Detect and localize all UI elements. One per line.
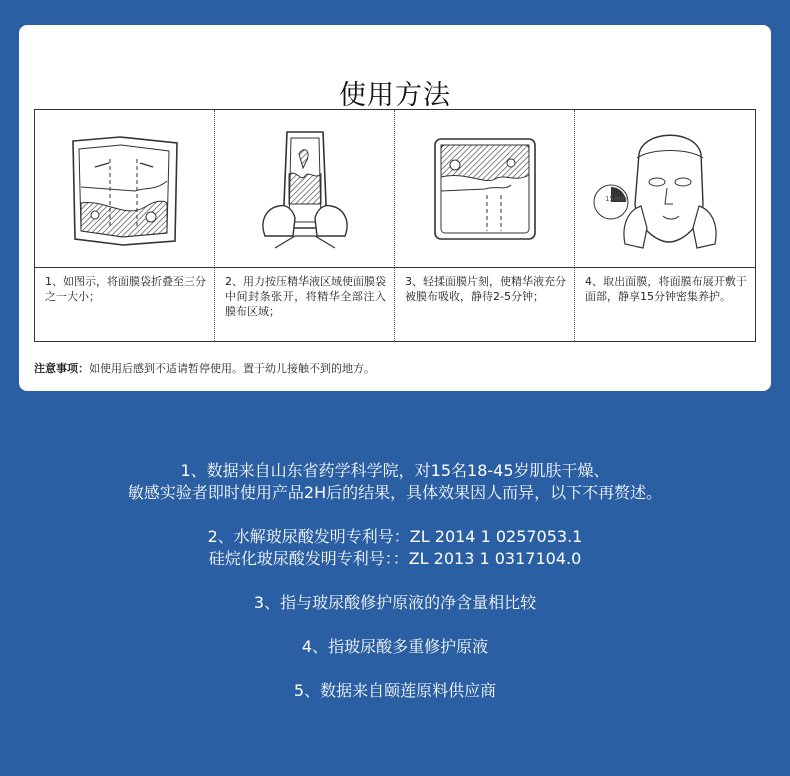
footnote-line: 2、水解玻尿酸发明专利号：ZL 2014 1 0257053.1: [207, 527, 583, 546]
usage-card: [19, 25, 771, 391]
step-1-text: 1、如图示，将面膜袋折叠至三分之一大小；: [35, 268, 215, 341]
footnote: [0, 592, 790, 614]
caution-note: [34, 360, 375, 376]
steps-table: [34, 109, 756, 342]
step-2-illustration: [215, 110, 395, 268]
footnote: [0, 526, 790, 570]
footnote-line: 1、数据来自山东省药学科学院，对15名18-45岁肌肤干燥、: [180, 461, 610, 480]
footnote-line: 5、数据来自颐莲原料供应商: [293, 681, 497, 700]
page-title: 使用方法: [339, 80, 451, 111]
footnote: [0, 680, 790, 702]
footnote-line: 硅烷化玻尿酸发明专利号：：ZL 2013 1 0317104.0: [208, 549, 582, 568]
timer-label: 15min: [604, 195, 628, 203]
footnote-line: 3、指与玻尿酸修护原液的净含量相比较: [253, 593, 537, 612]
soaking-pack-icon: [425, 129, 545, 249]
step-3-text: 3、轻揉面膜片刻，使精华液充分被膜布吸收，静待2-5分钟；: [395, 268, 575, 341]
folded-pack-icon: [65, 129, 185, 249]
step-4-text: 4、取出面膜，将面膜布展开敷于面部，静享15分钟密集养护。: [585, 275, 747, 303]
face-mask-icon: [585, 124, 745, 254]
step-1-illustration: [35, 110, 215, 268]
press-pack-icon: [245, 124, 365, 254]
footnote: [0, 460, 790, 504]
caution-text: 如使用后感到不适请暂停使用。置于幼儿接触不到的地方。: [89, 362, 375, 375]
footnote-line: 4、指玻尿酸多重修护原液: [301, 637, 489, 656]
footnote: [0, 636, 790, 658]
caution-label: 注意事项：: [34, 362, 89, 375]
step-2-text: 2、用力按压精华液区域使面膜袋中间封条张开，将精华全部注入膜布区域；: [215, 268, 395, 341]
step-3-illustration: [395, 110, 575, 268]
footnotes: [0, 460, 790, 724]
step-4-illustration: [575, 110, 755, 268]
footnote-line: 敏感实验者即时使用产品2H后的结果，具体效果因人而异，以下不再赘述。: [127, 483, 663, 502]
